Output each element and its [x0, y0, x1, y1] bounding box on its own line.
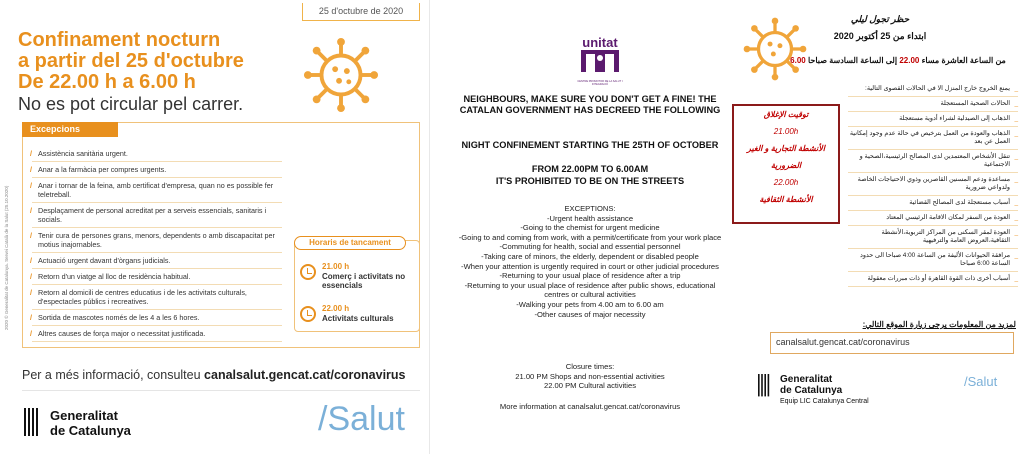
list-item: _ يمنع الخروج خارج المنزل الا في الحالات القصوى التالية:	[848, 82, 1018, 97]
generalitat-logo-icon	[24, 408, 44, 436]
list-item: -Going to and coming from work, with a permit/certificate from your work place	[458, 232, 722, 242]
generalitat-name: Generalitat de Catalunya Equip LIC Catalunya Central	[780, 374, 869, 405]
list-item: / Anar i tornar de la feina, amb certificat d'empresa, quan no es possible fer teletreball.	[32, 178, 282, 203]
more-info: Per a més informació, consulteu canalsalut.gencat.cat/coronavirus	[22, 368, 406, 382]
poster-subtitle: No es pot circular pel carrer.	[18, 94, 244, 114]
clock-icon	[300, 306, 316, 322]
list-item: / Altres causes de força major o necessitat justificada.	[32, 326, 282, 342]
clock-icon	[300, 264, 316, 280]
closing-hour-row: 22.00 h Activitats culturals	[298, 304, 418, 338]
english-confinement: NIGHT CONFINEMENT STARTING THE 25TH OF OCTOBER	[461, 140, 719, 150]
closing-hour-row: 21.00 h Comerç i activitats no essencials	[298, 262, 418, 296]
exceptions-list	[32, 146, 282, 342]
list-item: -Urgent health assistance	[546, 213, 634, 223]
english-hours: FROM 22.00PM TO 6.00AM	[531, 164, 649, 174]
more-info-link[interactable]: canalsalut.gencat.cat/coronavirus	[204, 368, 406, 382]
list-item: _ الحالات الصحية المستعجلة	[848, 97, 1018, 112]
virus-icon	[742, 16, 808, 82]
list-item: / Assistència sanitària urgent.	[32, 146, 282, 162]
arabic-exceptions-list	[848, 82, 1018, 287]
list-item: _ مرافقة الحيوانات الأليفة من الساعة 4:00 صباحا الى حدود الساعة 6:00 صباحا	[848, 249, 1018, 272]
list-item: _ مساعدة ودعم المسنين القاصرين وذوي الاحتياجات الخاصة ولدواعي ضرورية	[848, 173, 1018, 196]
salut-logo: /Salut	[318, 400, 405, 438]
list-item: -Walking your pets from 4.00 am to 6.00 am	[516, 299, 664, 309]
url-link[interactable]: canalsalut.gencat.cat/coronavirus	[776, 337, 910, 347]
virus-icon	[302, 36, 380, 114]
english-exceptions: EXCEPTIONS: -Urgent health assistance -Going to the chemist for urgent medicine -Going to and coming from work, with a permit/certificate from your work place -Commuting for health, social and essential personnel -Taking care of minors, the elderly, dependent or disabled people -When your attention is urgently required in court or other judicial procedures -Returning to your usual place of residence after a trip -Returning to your usual place of residence after public shows, educational centres or cultural activities -Walking your pets from 4.00 am to 6.00 am -Other causes of major necessity	[452, 204, 728, 319]
list-item: / Sortida de mascotes només de les 4 a les 6 hores.	[32, 310, 282, 326]
list-item: -Other causes of major necessity	[534, 309, 646, 319]
salut-logo: /Salut	[964, 374, 998, 389]
list-item: -When your attention is urgently required in court or other judicial procedures	[461, 261, 719, 271]
english-closure-times: Closure times: 21.00 PM Shops and non-essential activities 22.00 PM Cultural activities	[515, 362, 665, 391]
list-item: _ تنقل الأشخاص المعتمدين لدى المصالح الرئيسية،الصحية و الاجتماعية	[848, 150, 1018, 173]
date-tab: 25 d'octubre de 2020	[302, 3, 420, 21]
english-more-info: More information at canalsalut.gencat.cat/coronavirus	[499, 402, 681, 411]
list-item: -Going to the chemist for urgent medicine	[520, 223, 660, 233]
list-item: _ الذهاب والعودة من العمل بترخيص في حالة عدم وجود إمكانية العمل عن بعد	[848, 127, 1018, 150]
closing-hours-header: Horaris de tancament	[294, 236, 406, 250]
english-heading: NEIGHBOURS, MAKE SURE YOU DON'T GET A FINE! THE CATALAN GOVERNMENT HAS DECREED THE FOLLOWING	[459, 94, 721, 115]
list-item: -Returning to your usual place of residence after public shows, educational centres or cultural activities	[464, 280, 716, 300]
list-item: -Taking care of minors, the elderly, dependent or disabled people	[481, 251, 699, 261]
list-item: / Tenir cura de persones grans, menors, dependents o amb discapacitat per motius inajornables.	[32, 228, 282, 253]
list-item: / Retorn al domicili de centres educatius i de les activitats culturals, d'espectacles públics i recreatives.	[32, 285, 282, 310]
list-item: / Retorn d'un viatge al lloc de residència habitual.	[32, 269, 282, 285]
list-item: _ العودة لمقر السكنى من المراكز التربوية،الأنشطة الثقافية،العروض العامة والترفيهية	[848, 226, 1018, 249]
poster-title: Confinament nocturn a partir del 25 d'octubre De 22.00 h a 6.00 h	[18, 29, 244, 93]
unitat-logo: unitat CENTRE PROMOTOR DE LA SALUT I INTEGRACIÓ	[573, 36, 627, 84]
list-item: _ أسباب أخرى ذات القوة القاهرة أو ذات مبررات معقولة	[848, 272, 1018, 287]
exceptions-header: Excepcions	[22, 122, 118, 137]
unitat-emblem-icon	[573, 49, 627, 75]
list-item: / Actuació urgent davant d'òrgans judicials.	[32, 253, 282, 269]
list-item: / Desplaçament de personal acreditat per a serveis essencials, sanitaris i socials.	[32, 203, 282, 228]
arabic-title: حظر تجول ليلي	[850, 14, 910, 24]
list-item: _ العودة من السفر لمكان الاقامة الرئيسي المعتاد	[848, 211, 1018, 226]
list-item: _ الذهاب إلى الصيدلية لشراء أدوية مستعجلة	[848, 112, 1018, 127]
generalitat-name: Generalitat de Catalunya	[50, 408, 131, 438]
list-item: _ أسباب مستعجلة لدى المصالح القضائية	[848, 196, 1018, 211]
list-item: -Commuting for health, social and essential personnel	[499, 242, 681, 252]
catalan-poster	[0, 0, 430, 454]
arabic-more-info: لمزيد من المعلومات يرجى زيارة الموقع التالي:	[862, 320, 1016, 329]
copyright-text: 2020 © Generalitat de Catalunya. Servei Català de la Salut (25.10.2020)	[4, 185, 9, 330]
arabic-hours: من الساعة العاشرة مساء 22.00 إلى الساعة السادسة صباحا 6.00	[790, 56, 1006, 65]
list-item: / Anar a la farmàcia per compres urgents.	[32, 162, 282, 178]
list-item: -Returning to your usual place of residence after a trip	[499, 271, 681, 281]
english-prohibition: IT'S PROHIBITED TO BE ON THE STREETS	[495, 176, 685, 186]
arabic-start-date: ابتداء من 25 أكتوبر 2020	[833, 31, 927, 41]
arabic-closing-box: توقيت الإغلاق 21.00h الأنشطة التجارية و الغير الضرورية 22.00h الأنشطة الثقافية	[732, 104, 840, 224]
divider	[22, 390, 420, 391]
generalitat-logo-icon	[758, 374, 774, 396]
